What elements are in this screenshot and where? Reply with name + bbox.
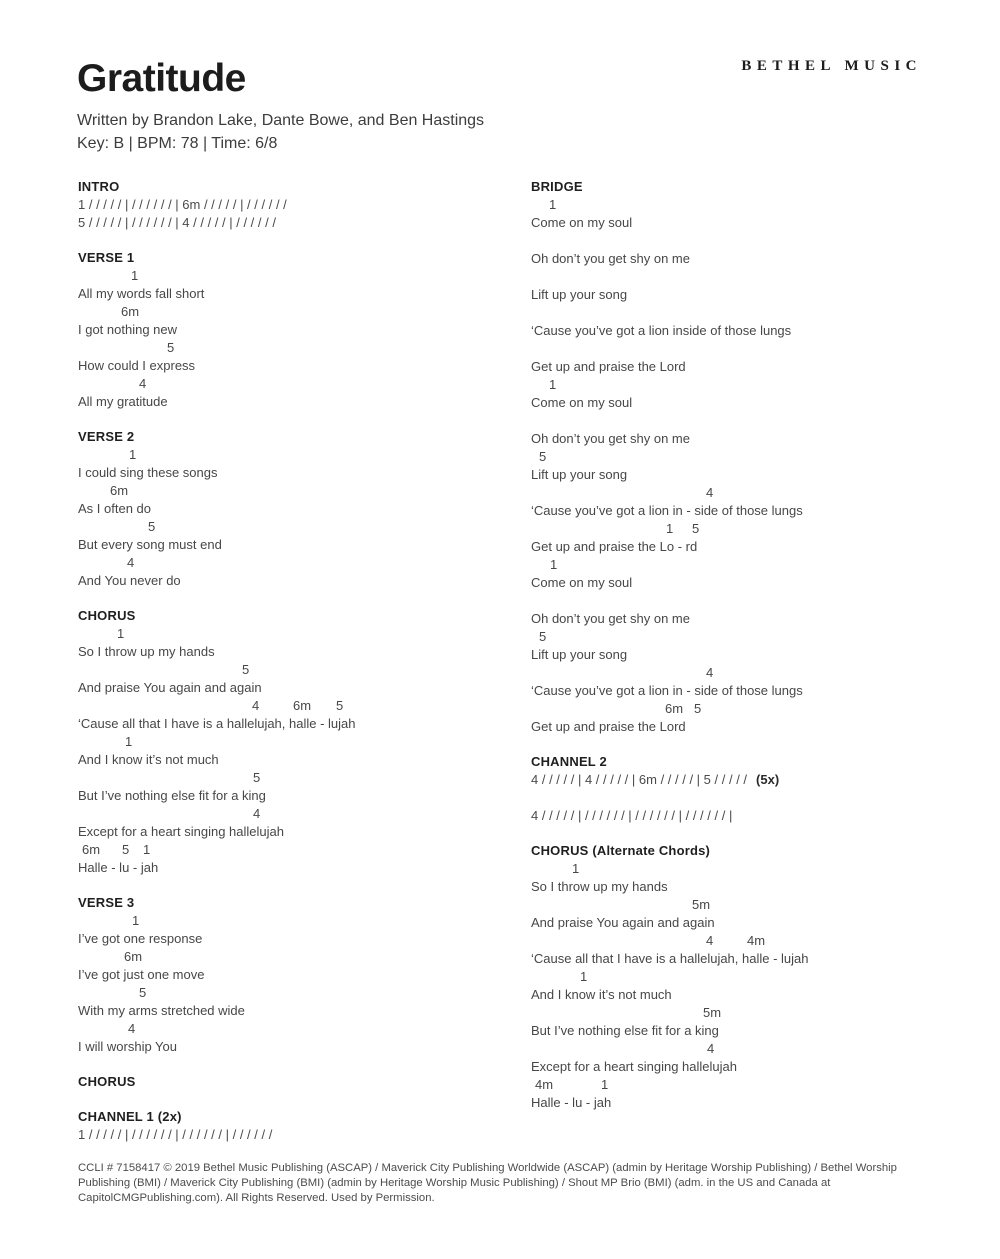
chord-row — [78, 984, 530, 1002]
song-section — [78, 428, 530, 590]
chord-symbol: 4 — [706, 665, 714, 680]
chord-symbol: 4m — [747, 933, 766, 948]
chord-row — [531, 340, 971, 358]
section-heading: CHANNEL 1 (2x) — [78, 1109, 182, 1124]
chord-symbol: 6m — [124, 949, 143, 964]
chord-symbol: 5 — [539, 629, 547, 644]
chord-row — [78, 912, 530, 930]
chord-bar-line — [531, 771, 971, 789]
chord-row — [531, 376, 971, 394]
section-heading: VERSE 2 — [78, 429, 135, 444]
chord-symbol: 1 — [125, 734, 133, 749]
bar-notation: 5 / / / / / | / / / / / / | 4 / / / / / | / / / / / / — [78, 215, 276, 230]
chord-row — [531, 196, 971, 214]
lyric-line: And I know it’s not much — [78, 752, 219, 767]
chart-columns — [78, 178, 970, 1144]
chord-symbol: 5 — [122, 842, 130, 857]
lyric-line: Lift up your song — [531, 287, 628, 302]
lyric-line: ‘Cause you’ve got a lion in - side of those lungs — [531, 683, 803, 698]
chord-bar-line — [78, 214, 530, 232]
chord-row — [531, 1076, 971, 1094]
lyric-line: But I’ve nothing else fit for a king — [531, 1023, 719, 1038]
lyric-line: And praise You again and again — [531, 915, 715, 930]
chord-symbol: 1 — [143, 842, 151, 857]
chord-row — [78, 518, 530, 536]
lyric-line: I’ve got just one move — [78, 967, 205, 982]
chord-row — [78, 697, 530, 715]
chord-bar-line — [531, 807, 971, 825]
section-heading: CHANNEL 2 — [531, 754, 607, 769]
lyric-line: And praise You again and again — [78, 680, 262, 695]
chord-symbol: 5m — [692, 897, 711, 912]
chord-symbol: 1 — [132, 913, 140, 928]
chord-symbol: 5 — [336, 698, 344, 713]
chord-row — [531, 1040, 971, 1058]
lyric-line: Except for a heart singing hallelujah — [531, 1059, 737, 1074]
copyright-footer: CCLI # 7158417 © 2019 Bethel Music Publishing (ASCAP) / Maverick City Publishing Worldwide (ASCAP) (admin by Heritage Worship Publishing) / Bethel Worship Publishing (BMI) / Maverick City Publishing (BMI) (admin by Heritage Worship Music Publishing) / Shout MP Brio (BMI) (adm. in the US and Canada at CapitolCMGPublishing.com). All Rights Reserved. Used by Permission. — [78, 1162, 897, 1204]
chord-symbol: 1 — [129, 447, 137, 462]
song-section — [78, 178, 530, 232]
chord-symbol: 4 — [706, 933, 714, 948]
chord-symbol: 1 — [549, 377, 557, 392]
lyric-line: But every song must end — [78, 537, 222, 552]
song-section — [78, 607, 530, 877]
lyric-line: Halle - lu - jah — [531, 1095, 612, 1110]
chord-row — [531, 664, 971, 682]
lyric-line: Get up and praise the Lord — [531, 359, 686, 374]
chord-row — [78, 267, 530, 285]
chord-row — [531, 484, 971, 502]
section-heading: INTRO — [78, 179, 120, 194]
chord-row — [531, 932, 971, 950]
lyric-line: ‘Cause all that I have is a hallelujah, halle - lujah — [531, 951, 809, 966]
chord-symbol: 1 — [572, 861, 580, 876]
chord-symbol: 4m — [535, 1077, 554, 1092]
lyric-line: Get up and praise the Lord — [531, 719, 686, 734]
chord-row — [531, 1004, 971, 1022]
lyric-line: And You never do — [78, 573, 181, 588]
chord-row — [78, 841, 530, 859]
song-header — [77, 56, 484, 155]
chord-symbol: 1 — [601, 1077, 609, 1092]
lyric-line: ‘Cause you’ve got a lion in - side of those lungs — [531, 503, 803, 518]
chord-symbol: 6m — [121, 304, 140, 319]
chord-symbol: 5 — [139, 985, 147, 1000]
lyric-line: Except for a heart singing hallelujah — [78, 824, 284, 839]
song-section — [78, 894, 530, 1056]
chord-symbol: 1 — [666, 521, 674, 536]
lyric-line: I got nothing new — [78, 322, 178, 337]
chord-row — [531, 896, 971, 914]
lyric-line: And I know it’s not much — [531, 987, 672, 1002]
chord-bar-line — [78, 196, 530, 214]
lyric-line: Lift up your song — [531, 647, 628, 662]
chord-symbol: 4 — [127, 555, 135, 570]
chord-symbol: 4 — [128, 1021, 136, 1036]
lyric-line: Come on my soul — [531, 575, 633, 590]
chord-row — [78, 339, 530, 357]
section-heading: CHORUS (Alternate Chords) — [531, 843, 711, 858]
lyric-line: Come on my soul — [531, 215, 633, 230]
lyric-line: I will worship You — [78, 1039, 177, 1054]
lyric-line: Oh don’t you get shy on me — [531, 431, 690, 446]
chord-row — [531, 520, 971, 538]
chord-symbol: 5 — [242, 662, 250, 677]
writers-line: Written by Brandon Lake, Dante Bowe, and Ben Hastings — [77, 112, 485, 129]
lyric-line: Oh don’t you get shy on me — [531, 611, 690, 626]
chord-row — [531, 628, 971, 646]
chord-row — [531, 304, 971, 322]
chord-row — [531, 700, 971, 718]
bar-notation: 4 / / / / / | / / / / / / | / / / / / / | / / / / / / | — [531, 808, 733, 823]
chord-symbol: 4 — [253, 806, 261, 821]
chord-symbol: 5 — [692, 521, 700, 536]
bar-notation: 1 / / / / / | / / / / / / | / / / / / / | / / / / / / — [78, 1127, 273, 1142]
lyric-line: Get up and praise the Lo - rd — [531, 539, 698, 554]
chord-symbol: 1 — [550, 557, 558, 572]
lyric-line: With my arms stretched wide — [78, 1003, 245, 1018]
lyric-line: As I often do — [78, 501, 151, 516]
bar-notation: 1 / / / / / | / / / / / / | 6m / / / / / | / / / / / / — [78, 197, 287, 212]
chord-row — [78, 805, 530, 823]
chord-row — [78, 733, 530, 751]
song-section — [531, 753, 971, 825]
chord-row — [531, 268, 971, 286]
chord-symbol: 5 — [694, 701, 702, 716]
lyric-line: Oh don’t you get shy on me — [531, 251, 690, 266]
right-column — [531, 178, 971, 1144]
chord-symbol: 6m — [665, 701, 684, 716]
bar-notation: 4 / / / / / | 4 / / / / / | 6m / / / / / | 5 / / / / / — [531, 772, 748, 787]
chord-row — [531, 556, 971, 574]
chord-row — [78, 303, 530, 321]
chord-bar-line — [78, 1126, 530, 1144]
section-heading: VERSE 1 — [78, 250, 135, 265]
lyric-line: So I throw up my hands — [531, 879, 668, 894]
lyric-line: Halle - lu - jah — [78, 860, 159, 875]
lyric-line: Come on my soul — [531, 395, 633, 410]
chord-row — [78, 554, 530, 572]
chord-symbol: 1 — [131, 268, 139, 283]
song-section — [531, 842, 971, 1112]
lyric-line: Lift up your song — [531, 467, 628, 482]
chord-symbol: 4 — [707, 1041, 715, 1056]
lyric-line: But I’ve nothing else fit for a king — [78, 788, 266, 803]
chord-symbol: 5m — [703, 1005, 722, 1020]
chord-symbol: 6m — [82, 842, 101, 857]
chord-row — [78, 375, 530, 393]
chord-row — [78, 625, 530, 643]
chord-symbol: 1 — [549, 197, 557, 212]
chord-symbol: 6m — [110, 483, 129, 498]
lyric-line: How could I express — [78, 358, 196, 373]
chord-row — [531, 232, 971, 250]
song-title: Gratitude — [77, 57, 246, 100]
chord-symbol: 5 — [148, 519, 156, 534]
chord-row — [531, 592, 971, 610]
chord-row — [78, 661, 530, 679]
lyric-line: So I throw up my hands — [78, 644, 215, 659]
section-heading: VERSE 3 — [78, 895, 135, 910]
lyric-line: ‘Cause you’ve got a lion inside of those lungs — [531, 323, 792, 338]
chord-row — [78, 769, 530, 787]
repeat-count: (5x) — [756, 772, 780, 787]
chord-symbol: 4 — [706, 485, 714, 500]
song-section — [78, 1073, 530, 1091]
chord-symbol: 4 — [252, 698, 260, 713]
chord-row — [78, 446, 530, 464]
lyric-line: All my words fall short — [78, 286, 205, 301]
lyric-line: All my gratitude — [78, 394, 168, 409]
chord-symbol: 5 — [253, 770, 261, 785]
chord-symbol: 5 — [167, 340, 175, 355]
chord-symbol: 6m — [293, 698, 312, 713]
chord-symbol: 4 — [139, 376, 147, 391]
chord-row — [78, 482, 530, 500]
left-column — [78, 178, 530, 1144]
section-heading: BRIDGE — [531, 179, 583, 194]
section-heading: CHORUS — [78, 608, 136, 623]
lyric-line: ‘Cause all that I have is a hallelujah, halle - lujah — [78, 716, 356, 731]
bethel-music-logo: BETHEL MUSIC — [741, 58, 922, 74]
chord-symbol: 5 — [539, 449, 547, 464]
chord-symbol: 1 — [117, 626, 125, 641]
chord-row — [531, 412, 971, 430]
chord-row — [78, 1020, 530, 1038]
chord-row — [531, 448, 971, 466]
song-meta-line: Key: B | BPM: 78 | Time: 6/8 — [77, 135, 278, 152]
chord-row — [531, 860, 971, 878]
song-section — [78, 249, 530, 411]
blank-line — [531, 789, 971, 807]
chord-row — [78, 948, 530, 966]
lyric-line: I’ve got one response — [78, 931, 203, 946]
song-section — [531, 178, 971, 736]
song-section — [78, 1108, 530, 1144]
lyric-line: I could sing these songs — [78, 465, 218, 480]
section-heading: CHORUS — [78, 1074, 136, 1089]
chord-symbol: 1 — [580, 969, 588, 984]
chord-row — [531, 968, 971, 986]
